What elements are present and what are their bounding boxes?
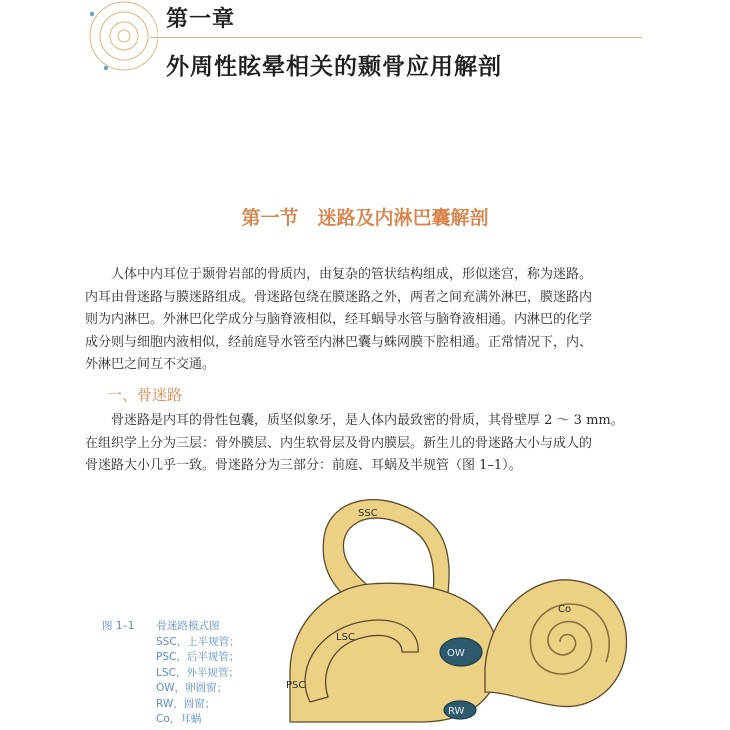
label-psc: PSC <box>286 680 306 691</box>
paragraph-line: 骨迷路大小几乎一致。骨迷路分为三部分：前庭、耳蜗及半规管（图 1–1）。 <box>85 458 522 473</box>
legend-item: Co，耳蜗 <box>156 713 202 725</box>
chapter-number: 第一章 <box>166 7 236 32</box>
label-lsc: LSC <box>336 632 355 643</box>
bony-labyrinth-paragraph <box>85 410 645 478</box>
label-ssc: SSC <box>358 508 378 519</box>
label-co: Co <box>558 604 572 615</box>
figure-caption <box>102 619 240 728</box>
paragraph-line: 外淋巴之间互不交通。 <box>85 357 216 372</box>
paragraph-line: 人体中内耳位于颞骨岩部的骨质内，由复杂的管状结构组成，形似迷宫，称为迷路。 <box>111 267 593 282</box>
paragraph-line: 内耳由骨迷路与膜迷路组成。骨迷路包绕在膜迷路之外，两者之间充满外淋巴，膜迷路内 <box>85 289 593 305</box>
section-title: 第一节 迷路及内淋巴囊解剖 <box>241 207 489 229</box>
paragraph-line: 成分则与细胞内液相似，经前庭导水管至内淋巴囊与蛛网膜下腔相通。正常情况下，内、 <box>85 334 593 350</box>
bony-labyrinth-illustration <box>270 492 640 730</box>
subsection-title: 一、骨迷路 <box>107 386 183 404</box>
label-rw: RW <box>448 706 465 717</box>
figure-number: 图 1–1 <box>102 620 135 632</box>
figure-legend <box>102 635 240 728</box>
chapter-title: 外周性眩晕相关的颞骨应用解剖 <box>166 54 502 80</box>
legend-item: PSC，后半规管； <box>156 651 240 663</box>
label-ow: OW <box>447 648 465 659</box>
legend-item: OW，卵圆窗； <box>156 682 228 694</box>
legend-item: LSC，外半规管； <box>156 666 239 679</box>
figure-caption-title: 骨迷路模式图 <box>156 620 220 632</box>
legend-item: RW，圆窗； <box>156 697 216 710</box>
chapter-divider <box>150 37 642 38</box>
paragraph-line: 在组织学上分为三层：骨外膜层、内生软骨层及骨内膜层。新生儿的骨迷路大小与成人的 <box>85 435 593 451</box>
cochlea-shape <box>485 580 627 707</box>
chapter-emblem-icon <box>78 0 158 80</box>
paragraph-line: 骨迷路是内耳的骨性包囊，质坚似象牙，是人体内最致密的骨质，其骨壁厚 2 ～ 3 mm。 <box>111 413 624 428</box>
intro-paragraph <box>85 264 645 377</box>
legend-item: SSC，上半规管； <box>156 635 240 648</box>
paragraph-line: 则为内淋巴。外淋巴化学成分与脑脊液相似，经耳蜗导水管与脑脊液相通。内淋巴的化学 <box>85 312 593 327</box>
